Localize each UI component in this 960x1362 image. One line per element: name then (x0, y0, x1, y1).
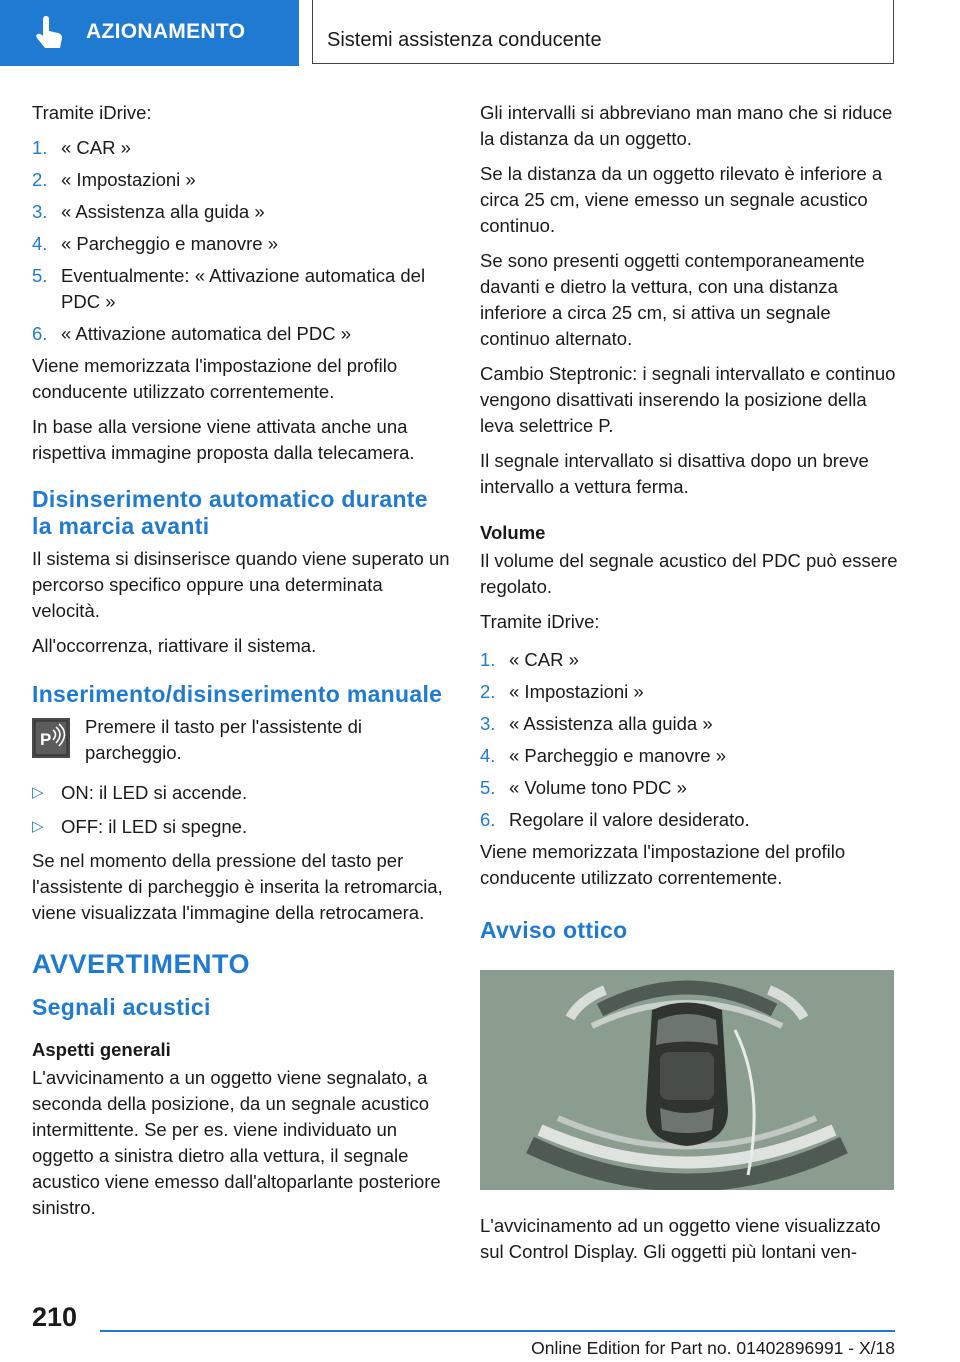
section-label: AZIONAMENTO (86, 20, 246, 43)
idrive-intro: Tramite iDrive: (32, 102, 152, 123)
list-item: ▷ OFF: il LED si spegne. (32, 816, 248, 837)
paragraph: In base alla versione viene attivata anche una rispettiva immagine proposta dalla telecamera. (32, 416, 415, 463)
list-item: 3. « Assistenza alla guida » (32, 201, 265, 222)
paragraph: Il sistema si disinserisce quando viene superato un percorso specifico oppure una determinata velocità. (32, 548, 450, 621)
car-topview (646, 1003, 728, 1147)
paragraph: Gli intervalli si abbreviano man mano che si riduce la distanza da un oggetto. (480, 102, 893, 149)
heading-manual: Inserimento/disinserimento manuale (32, 681, 443, 707)
parking-assistant-button-icon (32, 718, 70, 758)
volume-steps (480, 647, 898, 833)
paragraph: L'avvicinamento ad un oggetto viene visualizzato sul Control Display. Gli oggetti più lontani ven- (480, 1215, 881, 1262)
idrive-intro: Tramite iDrive: (480, 611, 600, 632)
page-number: 210 (32, 1302, 78, 1332)
list-item: 3. « Assistenza alla guida » (480, 713, 713, 734)
paragraph: Se sono presenti oggetti contemporaneamente davanti e dietro la vettura, con una distanza inferiore a circa 25 cm, si attiva un segnale continuo alternato. (480, 250, 865, 349)
chapter-box (312, 0, 894, 64)
page-header (0, 0, 960, 66)
paragraph: Viene memorizzata l'impostazione del profilo conducente utilizzato correntemente. (480, 841, 846, 888)
svg-text:P: P (40, 730, 52, 749)
list-item: 2. « Impostazioni » (32, 169, 196, 190)
heading-auto-off: Disinserimento automatico durante la marcia avanti (32, 486, 428, 539)
list-item: 5. « Volume tono PDC » (480, 777, 687, 798)
section-tab (0, 0, 299, 66)
parking-button-instruction (32, 714, 450, 766)
right-column (480, 100, 898, 1274)
paragraph: Viene memorizzata l'impostazione del profilo conducente utilizzato correntemente. (32, 355, 398, 402)
activation-steps (32, 135, 450, 347)
heading-volume: Volume (480, 522, 546, 543)
footer-edition: Online Edition for Part no. 01402896991 - X/18 (531, 1338, 895, 1358)
list-item: 4. « Parcheggio e manovre » (480, 745, 726, 766)
left-column (32, 100, 450, 1230)
list-item: 6. « Attivazione automatica del PDC » (32, 323, 351, 344)
list-item: 6. Regolare il valore desiderato. (480, 809, 750, 830)
paragraph: Se nel momento della pressione del tasto per l'assistente di parcheggio è inserita la retromarcia, viene visualizzata l'immagine della retrocamera. (32, 850, 443, 923)
list-item: 2. « Impostazioni » (480, 681, 644, 702)
paragraph: All'occorrenza, riattivare il sistema. (32, 635, 317, 656)
chapter-title: Sistemi assistenza conducente (327, 29, 602, 51)
list-item: 1. « CAR » (480, 649, 579, 670)
paragraph: Il volume del segnale acustico del PDC può essere regolato. (480, 550, 898, 597)
heading-general: Aspetti generali (32, 1039, 171, 1060)
paragraph: Il segnale intervallato si disattiva dopo un breve intervallo a vettura ferma. (480, 450, 869, 497)
button-instruction-text: Premere il tasto per l'assistente di parcheggio. (85, 716, 363, 763)
footer-divider (100, 1330, 895, 1332)
hand-pointer-icon (32, 16, 64, 50)
list-item: 1. « CAR » (32, 137, 131, 158)
list-item: ▷ ON: il LED si accende. (32, 782, 248, 803)
list-item: 4. « Parcheggio e manovre » (32, 233, 278, 254)
heading-acoustic: Segnali acustici (32, 994, 211, 1020)
heading-warning: AVVERTIMENTO (32, 949, 251, 979)
heading-visual: Avviso ottico (480, 917, 628, 943)
led-states (32, 780, 450, 840)
paragraph: Se la distanza da un oggetto rilevato è inferiore a circa 25 cm, viene emesso un segnale acustico continuo. (480, 163, 883, 236)
list-item: 5. Eventualmente: « Attivazione automatica del PDC » (32, 265, 426, 312)
paragraph: L'avvicinamento a un oggetto viene segnalato, a seconda della posizione, da un segnale acustico intermittente. Se per es. viene individuato un oggetto a sinistra dietro alla vettura, il segnale acustico viene emesso dall'altoparlante posteriore sinistro. (32, 1067, 441, 1218)
paragraph: Cambio Steptronic: i segnali intervallato e continuo vengono disattivati inserendo la posizione della leva selettrice P. (480, 363, 896, 436)
pdc-display-image (480, 970, 894, 1190)
